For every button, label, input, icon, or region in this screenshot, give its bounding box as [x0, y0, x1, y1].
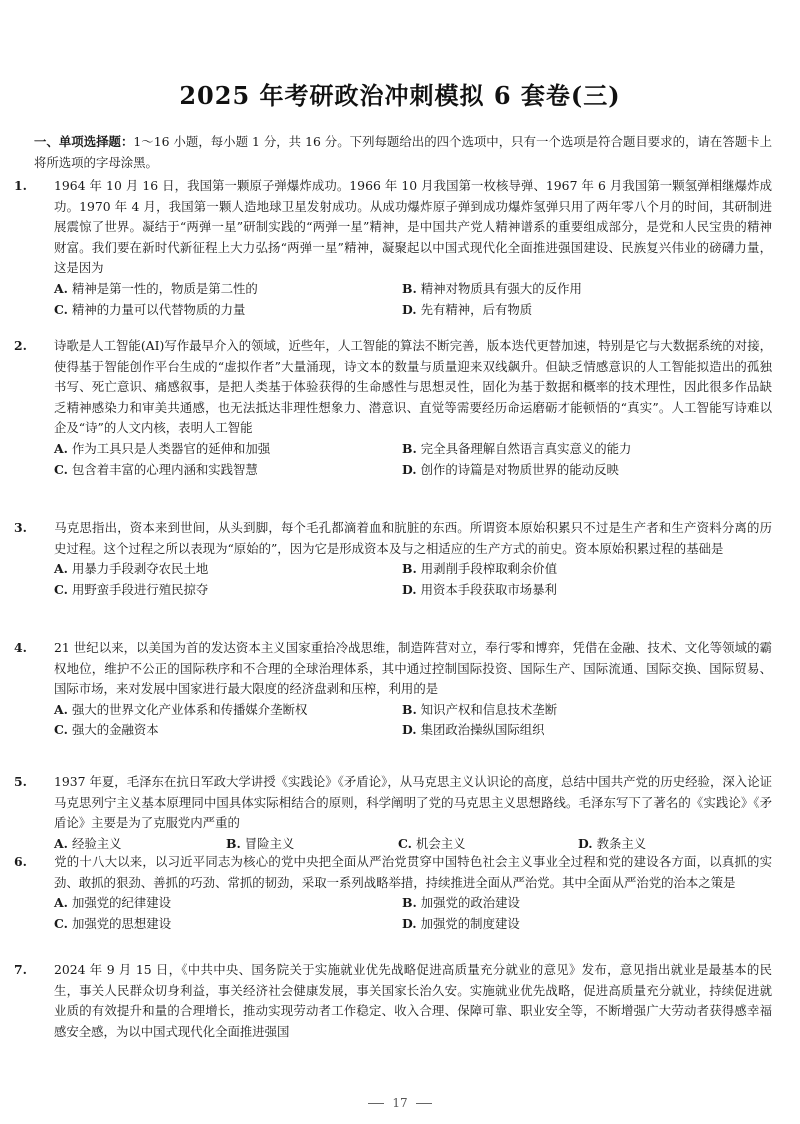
option-letter: B.: [402, 895, 417, 911]
option-letter: A.: [54, 440, 68, 456]
option-letter: A.: [54, 835, 68, 851]
question-stem: [14, 518, 772, 559]
options: [34, 559, 772, 600]
options: [34, 279, 772, 320]
option-text: 加强党的制度建设: [420, 915, 520, 931]
question-text: 党的十八大以来，以习近平同志为核心的党中央把全面从严治党贯穿中国特色社会主义事业全过程和党的建设各方面，以真抓的实劲、敢抓的狠劲、善抓的巧劲、常抓的韧劲，采取一系列战略举措，持续推进全面从严治党。其中全面从严治党的治本之策是: [54, 854, 772, 890]
option-text: 用剥削手段榨取剩余价值: [420, 561, 558, 577]
page-footer: [0, 1096, 800, 1110]
option-c[interactable]: [54, 720, 402, 741]
option-text: 精神的力量可以代替物质的力量: [71, 301, 246, 317]
option-d[interactable]: [402, 914, 750, 935]
option-text: 教条主义: [596, 835, 647, 851]
question-number: 4.: [14, 640, 27, 655]
option-letter: A.: [54, 895, 68, 911]
options: [34, 893, 772, 934]
option-a[interactable]: [54, 439, 402, 460]
option-letter: D.: [578, 835, 593, 851]
option-letter: A.: [54, 701, 68, 717]
option-letter: B.: [402, 561, 417, 577]
question-text: 马克思指出，资本来到世间，从头到脚，每个毛孔都滴着血和肮脏的东西。所谓资本原始积累只不过是生产者和生产资料分离的历史过程。这个过程之所以表现为“原始的”，因为它是形成资本及与之相适应的生产方式的前史。资本原始积累过程的基础是: [54, 520, 772, 556]
option-text: 冒险主义: [244, 835, 295, 851]
question-number: 7.: [14, 962, 27, 977]
option-letter: A.: [54, 561, 68, 577]
option-a[interactable]: [54, 700, 402, 721]
option-b[interactable]: [402, 279, 750, 300]
option-letter: A.: [54, 280, 68, 296]
option-a[interactable]: [54, 893, 402, 914]
question-text: 1964 年 10 月 16 日，我国第一颗原子弹爆炸成功。1966 年 10 月我国第一枚核导弹、1967 年 6 月我国第一颗氢弹相继爆炸成功。1970 年 4 月，我国第一颗人造地球卫星发射成功。从成功爆炸原子弹到成功爆炸氢弹只用了两年零八个月的时间，其研制进展震惊了世界。凝结于“两弹一星”研制实践的“两弹一星”精神，是中国共产党人精神谱系的重要组成部分，是党和人民宝贵的精神财富。我们要在新时代新征程上大力弘扬“两弹一星”精神，凝聚起以中国式现代化全面推进强国建设、民族复兴伟业的磅礴力量，这是因为: [54, 178, 772, 276]
option-letter: D.: [402, 722, 417, 738]
option-letter: C.: [54, 915, 68, 931]
option-text: 精神是第一性的，物质是第二性的: [71, 280, 258, 296]
option-letter: D.: [402, 915, 417, 931]
options: [34, 439, 772, 480]
option-d[interactable]: [402, 580, 750, 601]
option-letter: D.: [402, 301, 417, 317]
question-stem: [14, 638, 772, 700]
option-text: 加强党的思想建设: [71, 915, 172, 931]
option-text: 强大的世界文化产业体系和传播媒介垄断权: [71, 701, 308, 717]
option-text: 加强党的政治建设: [420, 895, 520, 911]
option-d[interactable]: [402, 720, 750, 741]
option-text: 完全具备理解自然语言真实意义的能力: [420, 440, 632, 456]
question-text: 1937 年夏，毛泽东在抗日军政大学讲授《实践论》《矛盾论》，从马克思主义认识论的高度，总结中国共产党的历史经验，深入论证马克思列宁主义基本原理同中国具体实际相结合的原则，科学阐明了党的马克思主义思想路线。毛泽东写下了著名的《实践论》《矛盾论》主要是为了克服党内严重的: [54, 774, 772, 831]
footer-dash-left: [368, 1103, 384, 1104]
option-letter: C.: [398, 835, 412, 851]
question-stem: [14, 176, 772, 279]
question-6: [14, 852, 772, 934]
question-stem: [14, 772, 772, 834]
question-text: 2024 年 9 月 15 日，《中共中央、国务院关于实施就业优先战略促进高质量充分就业的意见》发布，意见指出就业是最基本的民生，事关人民群众切身利益，事关经济社会健康发展，事关国家长治久安。实施就业优先战略，促进高质量充分就业，持续促进就业质的有效提升和量的合理增长，推动实现劳动者工作稳定、收入合理、保障可靠、职业安全等，不断增强广大劳动者获得感幸福感安全感，为以中国式现代化全面推进强国: [54, 962, 772, 1039]
option-text: 加强党的纪律建设: [71, 895, 172, 911]
option-text: 作为工具只是人类器官的延伸和加强: [71, 440, 271, 456]
option-b[interactable]: [402, 893, 750, 914]
option-text: 创作的诗篇是对物质世界的能动反映: [420, 461, 619, 477]
option-c[interactable]: [54, 460, 402, 481]
question-stem: [14, 852, 772, 893]
question-number: 6.: [14, 854, 27, 869]
option-letter: B.: [402, 440, 417, 456]
question-stem: [14, 336, 772, 439]
option-d[interactable]: [402, 460, 750, 481]
option-a[interactable]: [54, 279, 402, 300]
option-text: 知识产权和信息技术垄断: [420, 701, 558, 717]
question-3: [14, 518, 772, 600]
question-2: [14, 336, 772, 480]
option-b[interactable]: [402, 559, 750, 580]
option-a[interactable]: [54, 559, 402, 580]
question-number: 5.: [14, 774, 27, 789]
option-c[interactable]: [54, 300, 402, 321]
option-text: 精神对物质具有强大的反作用: [420, 280, 582, 296]
option-text: 机会主义: [415, 835, 466, 851]
option-letter: B.: [402, 701, 417, 717]
section-instructions: [34, 132, 772, 173]
option-letter: D.: [402, 581, 417, 597]
option-text: 用野蛮手段进行殖民掠夺: [71, 581, 209, 597]
question-7: [14, 960, 772, 1042]
option-text: 强大的金融资本: [71, 722, 159, 738]
option-letter: B.: [226, 835, 241, 851]
option-letter: C.: [54, 301, 68, 317]
question-4: [14, 638, 772, 741]
option-letter: C.: [54, 581, 68, 597]
section-instruction-text: 1～16 小题，每小题 1 分，共 16 分。下列每题给出的四个选项中，只有一个选项是符合题目要求的，请在答题卡上将所选项的字母涂黑。: [34, 134, 772, 170]
option-c[interactable]: [54, 914, 402, 935]
option-text: 包含着丰富的心理内涵和实践智慧: [71, 461, 258, 477]
option-c[interactable]: [54, 580, 402, 601]
question-number: 2.: [14, 338, 27, 353]
footer-dash-right: [416, 1103, 432, 1104]
question-1: [14, 176, 772, 320]
page-number: 17: [392, 1096, 408, 1110]
question-stem: [14, 960, 772, 1042]
option-text: 先有精神，后有物质: [420, 301, 533, 317]
section-heading: 一、单项选择题：: [34, 134, 134, 149]
option-b[interactable]: [402, 700, 750, 721]
option-b[interactable]: [402, 439, 750, 460]
option-text: 用资本手段获取市场暴利: [420, 581, 557, 597]
option-text: 集团政治操纵国际组织: [420, 722, 545, 738]
question-number: 3.: [14, 520, 27, 535]
option-letter: C.: [54, 722, 68, 738]
option-letter: D.: [402, 461, 417, 477]
options: [34, 700, 772, 741]
option-letter: C.: [54, 461, 68, 477]
option-text: 用暴力手段剥夺农民土地: [71, 561, 209, 577]
question-text: 21 世纪以来，以美国为首的发达资本主义国家重拾冷战思维，制造阵营对立，奉行零和博弈，凭借在金融、技术、文化等领域的霸权地位，维护不公正的国际秩序和不合理的全球治理体系，其中通过控制国际投资、国际生产、国际流通、国际交换、国际贸易、国际市场，来对发展中国家进行最大限度的经济盘剥和压榨，利用的是: [54, 640, 772, 697]
option-text: 经验主义: [71, 835, 122, 851]
option-letter: B.: [402, 280, 417, 296]
question-5: [14, 772, 772, 854]
question-text: 诗歌是人工智能(AI)写作最早介入的领域，近些年，人工智能的算法不断完善，版本迭代更替加速，特别是它与大数据系统的对接，使得基于智能创作平台生成的“虚拟作者”大量涌现，诗文本的数量与质量迎来双线飙升。但缺乏情感意识的人工智能拟造出的孤独书写、死亡意识、痛感叙事，是把人类基于体验获得的生命感性与思想灵性，固化为基于数据和概率的技术理性，因此很多作品缺乏精神感染力和审美共通感，也无法抵达非理性想象力、潜意识、直觉等需要经历命运磨砺才能顿悟的“真实”。人工智能写诗难以企及“诗”的人文内核，表明人工智能: [54, 338, 772, 436]
page-title: 2025 年考研政治冲刺模拟 6 套卷(三): [179, 81, 621, 110]
question-number: 1.: [14, 178, 27, 193]
option-d[interactable]: [402, 300, 750, 321]
